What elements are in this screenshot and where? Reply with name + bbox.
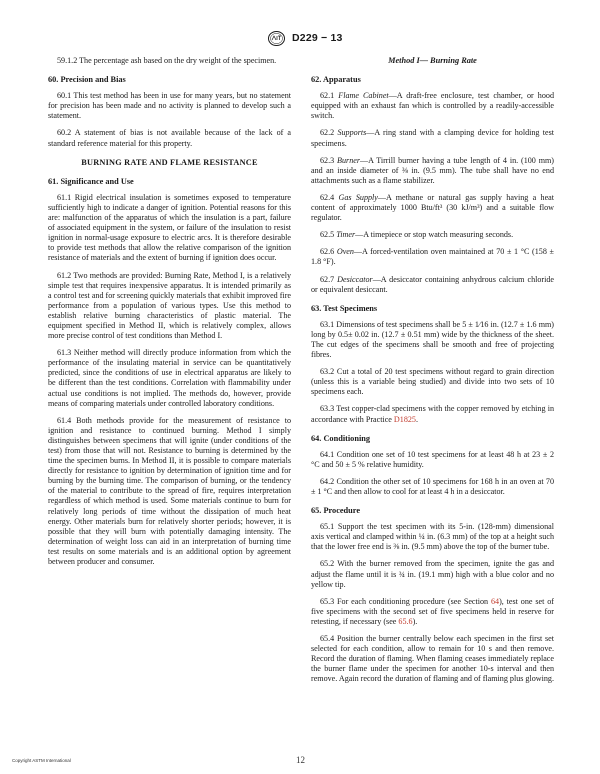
method-heading: Method I— Burning Rate [388, 56, 477, 65]
page-number: 12 [296, 755, 305, 765]
clause-text: —A Tirrill burner having a tube length of 4 in. (100 mm) and an inside diameter of ⅜ in. (9.5 mm). The tube shall have no end attachments such as a flame stabilizer. [311, 155, 554, 185]
page-header [0, 31, 600, 47]
section-heading-60: 60. Precision and Bias [48, 75, 126, 85]
clause-text: —A timepiece or stop watch measuring seconds. [355, 230, 514, 240]
clause-text: ), test one set of five specimens with the second set of five specimens held in reserve for retesting, if necessary (see [311, 596, 554, 626]
right-column [311, 56, 554, 692]
section-heading-61: 61. Significance and Use [48, 176, 134, 186]
paragraph-63-2: 63.2 Cut a total of 20 test specimens without regard to grain direction (unless this is a variable being studied) and divide into two sets of 10 specimens each. [311, 367, 554, 397]
paragraph-64-2: 64.2 Condition the other set of 10 specimens for 168 h in an oven at 70 ± 1 °C and then allow to cool for at least 4 h in a desiccator. [311, 476, 554, 496]
paragraph-62-2 [311, 128, 554, 148]
paragraph-64-1: 64.1 Condition one set of 10 test specimens for at least 48 h at 23 ± 2 °C and 50 ± 5 % relative humidity. [311, 449, 554, 469]
standard-designation: D229 − 13 [292, 32, 343, 44]
left-column [48, 56, 291, 574]
paragraph-61-2: 61.2 Two methods are provided: Burning Rate, Method I, is a relatively simple test that requires inexpensive apparatus. It is intended primarily as a control test and for screening quickly materials that exhibit improved fire performance from a population of various types. Use this method to establish relative burning characteristics of plastic material. The equipment specified in Method II, which is relatively complex, allows more precise control of test conditions than Method I. [48, 270, 291, 341]
paragraph-62-3 [311, 156, 554, 186]
clause-number: 62.2 [320, 128, 335, 138]
clause-text: —A desiccator containing anhydrous calcium chloride or equivalent desiccant. [311, 274, 554, 294]
clause-text: —A forced-ventilation oven maintained at 70 ± 1 °C (158 ± 1.8 °F). [311, 247, 554, 267]
clause-term: Supports [337, 128, 367, 138]
clause-number: 62.4 [320, 192, 335, 202]
paragraph-62-4 [311, 193, 554, 223]
paragraph-60-2: 60.2 A statement of bias is not available because of the lack of a standard reference material for this property. [48, 128, 291, 148]
paragraph-62-6 [311, 247, 554, 267]
clause-term: Flame Cabinet [338, 91, 389, 101]
clause-text: 63.3 Test copper-clad specimens with the copper removed by etching in accordance with Practice [311, 404, 554, 424]
clause-term: Burner [337, 155, 360, 165]
section-64-link[interactable]: 64 [490, 596, 500, 606]
paragraph-59-1-2: 59.1.2 The percentage ash based on the dry weight of the specimen. [57, 56, 277, 65]
clause-number: 62.6 [320, 247, 335, 257]
paragraph-61-1: 61.1 Rigid electrical insulation is sometimes exposed to temperature sufficiently high to indicate a danger of ignition. Potential reasons for this are: malfunction of the apparatus of which the insulation is a part, failure of associated equipment in the system, or failure of the insulation to resist ignition in normal-usage exposure to electric arcs. It is therefore desirable to provide test methods that allow the relative comparison of the ignition resistance of materials and the extent of burning if ignition does occur. [48, 192, 291, 263]
paragraph-62-7 [311, 275, 554, 295]
clause-text: —A ring stand with a clamping device for holding test specimens. [311, 128, 554, 148]
paragraph-62-1 [311, 91, 554, 121]
practice-d1825-link[interactable]: D1825 [393, 414, 416, 424]
paragraph-65-1: 65.1 Support the test specimen with its 5-in. (128-mm) dimensional axis vertical and clamped within ¼ in. (6.3 mm) of the top at a height such that the lower free end is ⅜ in. (9.5 mm) above the top of the burner tube. [311, 522, 554, 552]
paragraph-61-3: 61.3 Neither method will directly produce information from which the performance of the insulating material in service can be quantitatively predicted, since the conditions of use in electrical apparatus are likely to be different than the test conditions. Correlation with flammability under actual use conditions is not implied. The methods do, however, provide means of comparing materials under controlled laboratory conditions. [48, 348, 291, 408]
section-65-6-link[interactable]: 65.6 [398, 616, 413, 626]
clause-term: Oven [336, 247, 354, 257]
paragraph-65-2: 65.2 With the burner removed from the specimen, ignite the gas and adjust the flame until it is ¾ in. (19.1 mm) high with a blue color and no yellow tip. [311, 559, 554, 589]
clause-term: Timer [336, 230, 356, 240]
clause-text: . [415, 414, 418, 424]
clause-number: 62.7 [320, 274, 335, 284]
clause-term: Gas Supply [338, 192, 378, 202]
clause-number: 62.1 [320, 91, 335, 101]
major-heading-burning-rate: BURNING RATE AND FLAME RESISTANCE [81, 157, 258, 167]
paragraph-65-3 [311, 597, 554, 627]
section-heading-62: 62. Apparatus [311, 75, 361, 85]
clause-text: —A draft-free enclosure, test chamber, or hood equipped with an exhaust fan which is controlled by a readily-accessible switch. [311, 91, 554, 121]
paragraph-60-1: 60.1 This test method has been in use for many years, but no statement for precision has been made and no activity is planned to develop such a statement. [48, 91, 291, 121]
section-heading-64: 64. Conditioning [311, 433, 371, 443]
clause-term: Desiccator [337, 274, 373, 284]
paragraph-63-1: 63.1 Dimensions of test specimens shall be 5 ± 1⁄16 in. (12.7 ± 1.6 mm) long by 0.5± 0.02 in. (12.7 ± 0.51 mm) wide by the thickness of the sheet. The cut edges of the specimens shall be smooth and free of projecting fibres. [311, 319, 554, 360]
copyright-notice: Copyright ASTM International [12, 758, 71, 763]
clause-text: ). [412, 616, 418, 626]
paragraph-63-3 [311, 404, 554, 424]
clause-text: —A methane or natural gas supply having a heat content of approximately 1000 Btu/ft³ (30 kJ/m³) and a suitable flow regulator. [311, 192, 554, 223]
paragraph-61-4: 61.4 Both methods provide for the measurement of resistance to ignition and resistance to continued burning. Method I simply distinguishes between specimens that will ignite (under conditions of the test) from those that will not. Resistance to burning is determined by the time the specimen burns. In Method II, it is possible to compare materials directly for resistance to ignition by determination of ignition time and for burning by the burning time. The comparison of burning, or the tendency of the material to contribute to the spread of fire, requires interpretation regardless of which method is used. Some materials continue to burn for relatively long periods of time without the dissipation of much heat energy. Other materials burn for relatively shorter periods; however, it is possible that they will burn with potentially damaging intensity. The determination of weight loss can aid in an interpretation of burning time test results on some materials and is an additional option by agreement between producer and consumer. [48, 415, 291, 567]
paragraph-62-5 [311, 230, 554, 240]
astm-logo-icon [268, 31, 285, 46]
section-heading-63: 63. Test Specimens [311, 303, 378, 313]
clause-number: 62.3 [320, 155, 335, 165]
clause-number: 62.5 [320, 230, 335, 240]
paragraph-65-4: 65.4 Position the burner centrally below each specimen in the first set selected for each condition, allow to remain for 10 s and then remove. Record the duration of flaming. When flaming ceases immediately replace the burner flame under the specimen for another 10-s interval and then remove. Again record the duration of flaming and of flaming plus glowing. [311, 634, 554, 684]
clause-text: 65.3 For each conditioning procedure (see Section [320, 596, 491, 606]
section-heading-65: 65. Procedure [311, 506, 361, 516]
